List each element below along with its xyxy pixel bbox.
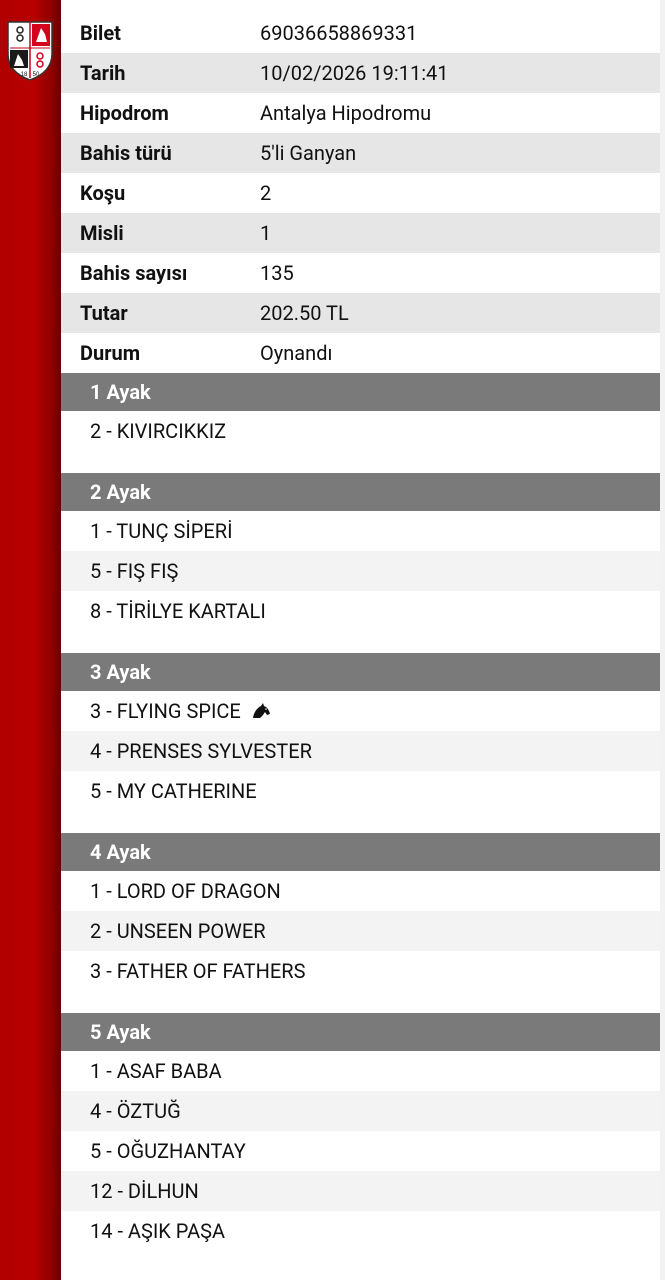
section-gap — [61, 451, 660, 473]
leg-header: 3 Ayak — [61, 653, 660, 691]
horse-row — [61, 551, 660, 591]
info-row — [61, 53, 660, 93]
info-row — [61, 253, 660, 293]
info-label: Hipodrom — [80, 101, 169, 125]
horse-name: 12 - DİLHUN — [90, 1179, 199, 1203]
club-logo-icon — [6, 20, 54, 82]
horse-name: 5 - MY CATHERINE — [90, 779, 257, 803]
info-value: Antalya Hipodromu — [260, 101, 432, 125]
leg-header: 2 Ayak — [61, 473, 660, 511]
horse-row — [61, 771, 660, 811]
horse-row — [61, 411, 660, 451]
horse-row — [61, 731, 660, 771]
horse-name: 3 - FATHER OF FATHERS — [90, 959, 306, 983]
info-value: 202.50 TL — [260, 301, 349, 325]
ticket-info-table — [61, 13, 660, 373]
horse-row — [61, 911, 660, 951]
horse-row — [61, 691, 660, 731]
horse-row — [61, 511, 660, 551]
horse-name: 2 - KIVIRCIKKIZ — [90, 419, 227, 443]
section-gap — [61, 811, 660, 833]
legs-list — [61, 373, 660, 1251]
info-label: Bilet — [80, 21, 121, 45]
horse-row — [61, 1131, 660, 1171]
info-row — [61, 173, 660, 213]
horse-row — [61, 1091, 660, 1131]
info-label: Tutar — [80, 301, 128, 325]
horse-name: 2 - UNSEEN POWER — [90, 919, 266, 943]
info-value: Oynandı — [260, 341, 333, 365]
horse-name: 1 - TUNÇ SİPERİ — [90, 519, 233, 543]
horse-row — [61, 871, 660, 911]
info-row — [61, 293, 660, 333]
info-value: 2 — [260, 181, 272, 205]
ticket-detail — [61, 0, 660, 1280]
horse-name: 1 - LORD OF DRAGON — [90, 879, 281, 903]
logo-year-right: 50 — [32, 72, 40, 78]
horse-row — [61, 951, 660, 991]
info-row — [61, 333, 660, 373]
section-gap — [61, 631, 660, 653]
horse-name: 3 - FLYING SPICE — [90, 699, 241, 723]
leg-header: 4 Ayak — [61, 833, 660, 871]
info-label: Koşu — [80, 181, 126, 205]
info-label: Durum — [80, 341, 141, 365]
leg-header: 1 Ayak — [61, 373, 660, 411]
logo-year-left: 18 — [20, 72, 28, 78]
info-label: Bahis türü — [80, 141, 172, 165]
info-label: Tarih — [80, 61, 126, 85]
info-value: 69036658869331 — [260, 21, 418, 45]
info-label: Misli — [80, 221, 124, 245]
sidebar — [0, 0, 61, 1280]
horse-name: 4 - PRENSES SYLVESTER — [90, 739, 312, 763]
horse-name: 1 - ASAF BABA — [90, 1059, 222, 1083]
right-edge — [660, 0, 665, 1280]
info-value: 10/02/2026 19:11:41 — [260, 61, 449, 85]
horse-name: 14 - AŞIK PAŞA — [90, 1219, 226, 1243]
horse-name: 5 - OĞUZHANTAY — [90, 1139, 246, 1163]
section-gap — [61, 991, 660, 1013]
horse-row — [61, 1171, 660, 1211]
horse-row — [61, 591, 660, 631]
info-value: 5'li Ganyan — [260, 141, 357, 165]
info-value: 1 — [260, 221, 272, 245]
info-value: 135 — [260, 261, 294, 285]
horse-row — [61, 1211, 660, 1251]
horse-head-icon — [251, 703, 271, 719]
info-row — [61, 13, 660, 53]
horse-name: 4 - ÖZTUĞ — [90, 1099, 181, 1123]
info-row — [61, 213, 660, 253]
horse-row — [61, 1051, 660, 1091]
horse-name: 8 - TİRİLYE KARTALI — [90, 599, 266, 623]
info-row — [61, 93, 660, 133]
horse-name: 5 - FIŞ FIŞ — [90, 559, 179, 583]
leg-header: 5 Ayak — [61, 1013, 660, 1051]
info-row — [61, 133, 660, 173]
info-label: Bahis sayısı — [80, 261, 188, 285]
